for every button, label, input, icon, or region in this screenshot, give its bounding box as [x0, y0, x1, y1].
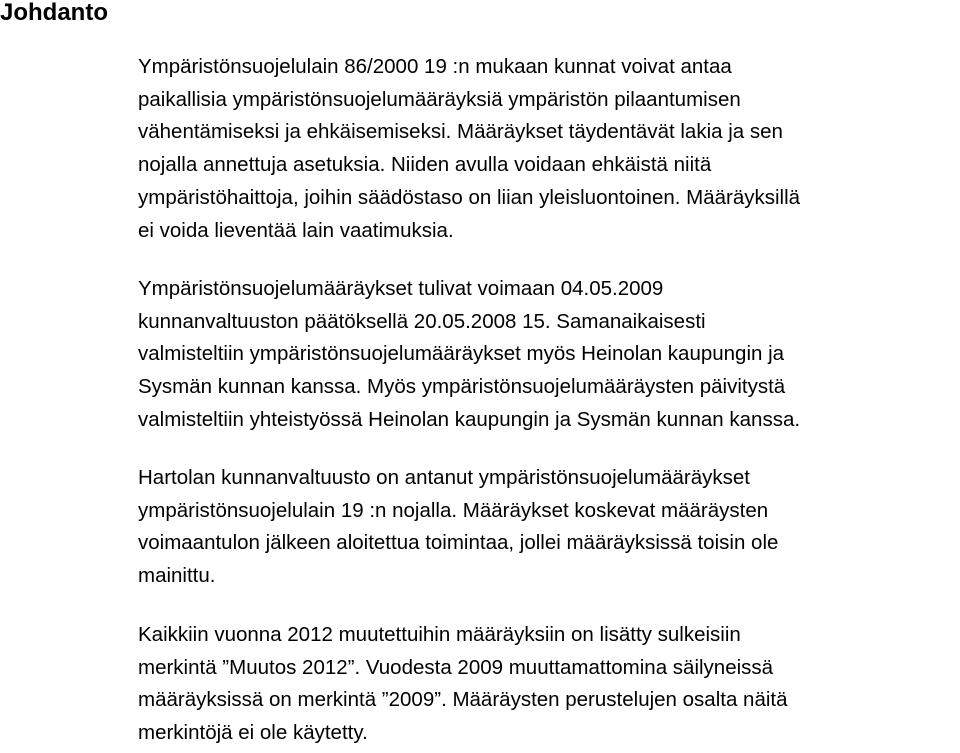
text-line: paikallisia ympäristönsuojelumääräyksiä ympäristön pilaantumisen: [138, 87, 741, 111]
text-line: vähentämiseksi ja ehkäisemiseksi. Määräykset täydentävät lakia ja sen: [138, 120, 783, 144]
text-line: määräyksissä on merkintä ”2009”. Määräysten perustelujen osalta näitä: [138, 688, 788, 712]
text-line: Sysmän kunnan kanssa. Myös ympäristönsuojelumääräysten päivitystä: [138, 375, 786, 399]
text-line: nojalla annettuja asetuksia. Niiden avulla voidaan ehkäistä niitä: [138, 153, 712, 177]
section-heading: Johdanto: [0, 0, 108, 26]
paragraph-effective-date: [138, 273, 800, 437]
text-line: mainittu.: [138, 564, 216, 588]
paragraph-markings: [138, 619, 788, 750]
text-line: Ympäristönsuojelulain 86/2000 19 :n mukaan kunnat voivat antaa: [138, 55, 732, 78]
text-line: voimaantulon jälkeen aloitettua toimintaa, jollei määräyksissä toisin ole: [138, 531, 779, 555]
text-line: Kaikkiin vuonna 2012 muutettuihin määräyksiin on lisätty sulkeisiin: [138, 623, 741, 646]
text-line: valmisteltiin yhteistyössä Heinolan kaupungin ja Sysmän kunnan kanssa.: [138, 407, 801, 431]
text-line: ympäristöhaittoja, joihin säädöstaso on liian yleisluontoinen. Määräyksillä: [138, 185, 801, 209]
text-line: ei voida lieventää lain vaatimuksia.: [138, 218, 454, 242]
text-line: kunnanvaltuuston päätöksellä 20.05.2008 15. Samanaikaisesti: [138, 309, 706, 333]
text-line: Ympäristönsuojelumääräykset tulivat voimaan 04.05.2009: [138, 277, 664, 300]
text-line: merkintä ”Muutos 2012”. Vuodesta 2009 muuttamattomina säilyneissä: [138, 655, 774, 679]
text-line: merkintöjä ei ole käytetty.: [138, 721, 368, 745]
text-line: ympäristönsuojelulain 19 :n nojalla. Määräykset koskevat määräysten: [138, 498, 769, 522]
paragraph-intro: [138, 51, 800, 247]
text-line: valmisteltiin ympäristönsuojelumääräykset myös Heinolan kaupungin ja: [138, 342, 785, 366]
paragraph-legal-basis: [138, 462, 778, 593]
text-line: Hartolan kunnanvaltuusto on antanut ympäristönsuojelumääräykset: [138, 466, 750, 489]
